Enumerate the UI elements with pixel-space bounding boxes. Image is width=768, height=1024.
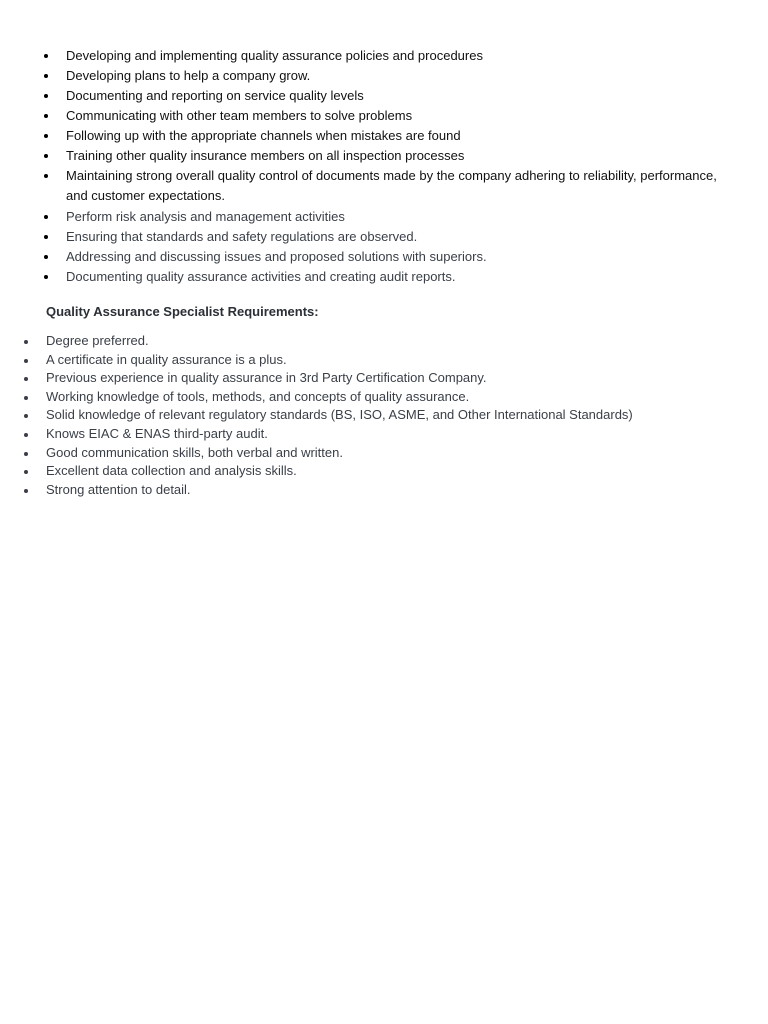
duty-item: Developing plans to help a company grow.: [66, 66, 726, 86]
requirement-item: Strong attention to detail.: [46, 481, 726, 500]
requirement-item: Degree preferred.: [46, 332, 726, 351]
duty-item: Ensuring that standards and safety regulations are observed.: [66, 227, 726, 247]
requirement-item: Previous experience in quality assurance in 3rd Party Certification Company.: [46, 369, 726, 388]
duty-item: Documenting and reporting on service quality levels: [66, 86, 726, 106]
duty-item: Training other quality insurance members on all inspection processes: [66, 146, 726, 166]
duty-item: Following up with the appropriate channels when mistakes are found: [66, 126, 726, 146]
duty-item: Perform risk analysis and management activities: [66, 207, 726, 227]
requirements-list: [46, 332, 726, 499]
duties-list: [66, 46, 726, 287]
duty-item: Communicating with other team members to solve problems: [66, 106, 726, 126]
requirement-item: Solid knowledge of relevant regulatory standards (BS, ISO, ASME, and Other International Standards): [46, 406, 726, 425]
duty-item: Addressing and discussing issues and proposed solutions with superiors.: [66, 247, 726, 267]
duty-item: Documenting quality assurance activities and creating audit reports.: [66, 267, 726, 287]
requirement-item: Excellent data collection and analysis skills.: [46, 462, 726, 481]
requirement-item: Good communication skills, both verbal and written.: [46, 444, 726, 463]
duty-item: Maintaining strong overall quality control of documents made by the company adhering to reliability, performance, and customer expectations.: [66, 166, 726, 206]
requirement-item: Knows EIAC & ENAS third-party audit.: [46, 425, 726, 444]
requirement-item: A certificate in quality assurance is a plus.: [46, 351, 726, 370]
duty-item: Developing and implementing quality assurance policies and procedures: [66, 46, 726, 66]
requirements-heading: Quality Assurance Specialist Requirements:: [46, 304, 319, 319]
requirement-item: Working knowledge of tools, methods, and concepts of quality assurance.: [46, 388, 726, 407]
